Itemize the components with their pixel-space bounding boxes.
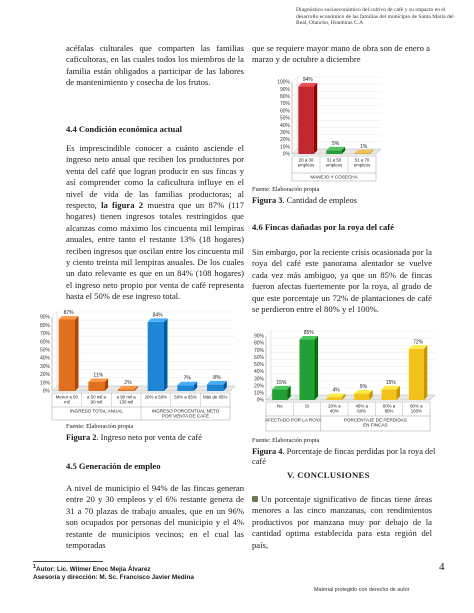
y-tick-label: 90%	[279, 86, 290, 93]
grid-line	[266, 338, 271, 343]
y-tick-label: 90%	[253, 333, 264, 340]
grid-line	[292, 91, 297, 96]
y-tick-label: 60%	[279, 108, 290, 115]
conclusion-1-text: Un porcentaje significativo de fincas tiene áreas menores a las cinco manzanas, con rendimientos productivos por manzana muy por debajo de la cantidad optima establecida para esta región del país,	[252, 494, 432, 550]
grid-line	[266, 345, 271, 350]
y-tick-label: 0%	[282, 151, 290, 158]
grid-line	[52, 378, 57, 383]
bar	[326, 150, 341, 154]
bar-value-label: 15%	[385, 379, 396, 386]
y-tick-label: 20%	[253, 383, 264, 390]
figure-4-caption	[252, 447, 442, 468]
y-tick-label: 50%	[279, 115, 290, 122]
grid-line	[52, 312, 57, 317]
figure-3-chart	[250, 68, 390, 186]
figure-4-caption-text: . Porcentaje de fincas perdidas por la roya del café	[252, 447, 436, 467]
p2-figure-ref: la figura 2	[101, 200, 144, 211]
grid-line	[292, 84, 297, 89]
bar	[118, 389, 134, 391]
y-tick-label: 100%	[277, 79, 290, 86]
y-tick-label: 30%	[279, 130, 290, 136]
category-label: Más de 65%	[202, 394, 228, 400]
bar	[148, 322, 164, 391]
bar-value-label: 5%	[332, 140, 340, 147]
grid-line	[292, 99, 297, 104]
bar	[327, 397, 342, 400]
group-label: PORCENTAJE DE PERDIDAS EN FINCAS	[343, 417, 407, 428]
grid-line	[52, 345, 57, 350]
group-label: INGRESO PORCENTUAL NETO POR VENTA DE CAFÉ	[151, 408, 220, 419]
conclusions-heading: V. CONCLUSIONES	[287, 470, 370, 480]
grid-line	[292, 106, 297, 111]
bar-value-label: 8%	[213, 374, 221, 381]
figure-4-label: Figura 4	[252, 447, 283, 456]
y-tick-label: 60%	[253, 354, 264, 361]
bar	[59, 319, 75, 391]
bar	[177, 385, 193, 391]
p2-text-b: muestra que un 87% (117 hogares) tienen ingresos totales restringidos que alcanzas como máximo los cincuenta mil lempiras anuales, entre tanto el restante 13% (18 hogares) reciben ingresos que oscilan entre los cincuenta mil y ciento treinta mil lempiras anuales. De los cuales un dato relevante es que en un 84% (108 hogares) el ingreso neto propio por venta de café representa hasta el 50% de ese ingreso total.	[66, 200, 244, 302]
grid-line	[52, 337, 57, 342]
figure-4-source: Fuente: Elaboración propia	[252, 437, 320, 444]
bar-value-label: 15%	[276, 379, 287, 386]
grid-line	[292, 120, 297, 125]
category-label: 20% a 40%	[328, 403, 341, 414]
bar	[381, 389, 396, 400]
grid-line	[266, 331, 271, 336]
category-label: Si	[305, 403, 309, 409]
group-label: AFECTADO POR LA ROYA	[265, 417, 322, 423]
bar-value-label: 1%	[360, 143, 368, 150]
bar-side	[424, 345, 428, 400]
category-label: 40% a 60%	[355, 403, 368, 414]
y-tick-label: 80%	[279, 94, 290, 100]
y-tick-label: 20%	[39, 372, 50, 379]
bar	[409, 349, 424, 400]
grid-line	[52, 370, 57, 375]
figure-2-label: Figura 2	[66, 433, 97, 442]
y-tick-label: 70%	[279, 101, 290, 108]
y-tick-label: 70%	[253, 347, 264, 354]
page-number: 4	[439, 561, 445, 573]
figure-2-chart	[30, 303, 250, 421]
author-text: Autor: Lic. Wilmer Enoc Mejía Álvarez	[35, 566, 151, 574]
grid-line	[292, 135, 297, 140]
group-label: INGRESO TOTAL ANUAL	[70, 408, 123, 414]
y-tick-label: 40%	[253, 369, 264, 376]
bar-value-label: 94%	[302, 76, 313, 83]
figure-2-source: Fuente: Elaboración propia	[66, 423, 134, 430]
bar	[88, 382, 104, 391]
right-paragraph-1: que se requiere mayor mano de obra son de enero a marzo y de octubre a diciembre	[252, 43, 430, 65]
section-4-5-heading: 4.5 Generación de empleo	[66, 461, 161, 471]
left-paragraph-2	[66, 143, 244, 303]
figure-3-caption	[252, 196, 442, 206]
category-label: Menor a 50 mil	[55, 394, 78, 405]
grid-line	[266, 367, 271, 372]
right-paragraph-2: Sin embargo, por la reciente crisis ocasionada por la roya del café este panorama alentador se vuelve cada vez más ambiguo, ya que un 85% de fincas fueron afectas fuertemente por la roya, al grado de que este porcentaje un 72% de plantaciones de café se perdieron entre el 80% y el 100%.	[252, 247, 432, 315]
figure-3-caption-text: . Cantidad de empleos	[282, 196, 357, 205]
grid-line	[266, 352, 271, 357]
y-tick-label: 80%	[253, 340, 264, 347]
y-tick-label: 50%	[39, 347, 50, 354]
bar-side	[75, 316, 79, 391]
category-label: 20 a 30 empleos	[297, 157, 315, 168]
footnote-rule	[33, 561, 103, 562]
y-tick-label: 40%	[39, 355, 50, 362]
figure-3-source: Fuente: Elaboración propia	[252, 186, 320, 193]
category-label: 60% a 80%	[382, 403, 396, 414]
y-tick-label: 0%	[42, 388, 50, 395]
category-label: No	[276, 403, 283, 409]
bar-value-label: 72%	[413, 339, 424, 346]
figure-4-chart	[244, 326, 444, 436]
category-label: a 90 mil a 130 mil	[116, 394, 136, 405]
y-tick-label: 10%	[253, 390, 264, 397]
grid-line	[266, 374, 271, 379]
running-header: Diagnóstico socioeconómico del cultivo de café y su impacto en el desarrollo económico de las familias del municipio de Santa María del Real, Olancho, Honduras C.A	[296, 7, 454, 27]
bar	[272, 389, 287, 400]
bar-value-label: 2%	[124, 379, 132, 386]
category-label: a 50 mil a 90 mil	[86, 394, 107, 405]
y-tick-label: 0%	[256, 397, 264, 404]
grid-line	[52, 328, 57, 333]
left-paragraph-3: A nivel de municipio el 94% de las fincas generan entre 20 y 30 empleos y el 6% restante genera de 31 a 70 plazas de trabajo anuales, que en un 96% son ocupados por personas del municipio y el 4% restante de municipios vecinos; en el cual las temporadas	[66, 483, 244, 551]
bar-value-label: 85%	[303, 330, 314, 337]
bar-side	[314, 83, 318, 154]
grid-line	[292, 127, 297, 132]
y-tick-label: 50%	[253, 362, 264, 369]
grid-line	[266, 388, 271, 393]
bar-value-label: 87%	[63, 309, 74, 316]
y-tick-label: 60%	[39, 339, 50, 346]
bar-side	[164, 318, 168, 391]
bar	[354, 394, 369, 400]
y-tick-label: 70%	[39, 331, 50, 338]
footnote-marker: 1	[33, 564, 36, 570]
category-label: 20% a 50%	[144, 394, 168, 400]
y-tick-label: 10%	[279, 144, 290, 151]
bar-value-label: 7%	[183, 375, 191, 382]
footnote	[33, 563, 194, 582]
bullet-icon	[252, 496, 258, 502]
bar-value-label: 4%	[332, 387, 340, 394]
section-4-6-heading: 4.6 Fincas dañadas por la roya del café	[252, 222, 394, 232]
bar-value-label: 11%	[93, 372, 104, 379]
category-label: 80% a 100%	[410, 403, 423, 414]
y-tick-label: 90%	[39, 314, 50, 321]
group-label: MANEJO Y COSECHA	[310, 174, 358, 180]
y-tick-label: 80%	[39, 322, 50, 329]
grid-line	[266, 359, 271, 364]
footnote-author	[33, 563, 194, 574]
figure-2-caption	[66, 433, 256, 443]
bar	[354, 153, 369, 154]
bar-value-label: 9%	[359, 384, 368, 391]
grid-line	[266, 381, 271, 386]
p2-text-a: Es imprescindible conocer a cuánto asciende el ingreso neto anual que reciben los productores por venta del café que logran producir en sus fincas y así comprender como la caficultura influye en el nivel de vida de las familias productoras; al respecto,	[66, 143, 244, 211]
category-label: 51 a 70 empleos	[353, 157, 371, 168]
grid-line	[292, 113, 297, 118]
category-label: 31 a 50 empleos	[325, 157, 343, 168]
left-paragraph-1: acéfalas culturales que comparten las familias caficultoras, en las cuales todos los miembros de la familia están obligados a participar de las labores de mantenimiento y cosecha de los frutos.	[66, 43, 244, 88]
grid-line	[52, 361, 57, 366]
copyright-notice: Material protegido con derecho de autor	[314, 587, 410, 593]
advisor-text: Asesoría y dirección: M. Sc. Francisco Javier Medina	[33, 574, 194, 582]
bar	[207, 384, 223, 391]
section-4-4-heading: 4.4 Condición económica actual	[66, 124, 183, 134]
bar	[298, 86, 313, 154]
right-paragraph-3	[252, 494, 432, 551]
grid-line	[52, 353, 57, 358]
y-tick-label: 20%	[279, 137, 290, 144]
grid-line	[52, 320, 57, 325]
bar-side	[315, 336, 319, 400]
y-tick-label: 10%	[39, 380, 50, 387]
category-label: 50% a 65%	[174, 394, 197, 400]
y-tick-label: 30%	[253, 376, 264, 383]
y-tick-label: 30%	[39, 363, 50, 370]
bar	[299, 340, 314, 400]
grid-line	[292, 77, 297, 82]
figure-3-label: Figura 3	[252, 196, 283, 205]
bar-value-label: 84%	[152, 312, 163, 319]
grid-line	[292, 142, 297, 147]
figure-2-caption-text: . Ingreso neto por venta de café	[96, 433, 202, 442]
y-tick-label: 40%	[279, 122, 290, 129]
